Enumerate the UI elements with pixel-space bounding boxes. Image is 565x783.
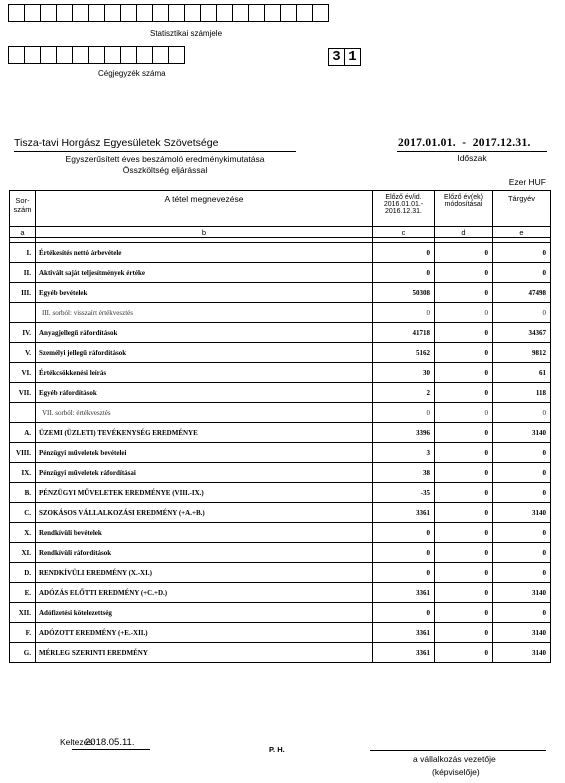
row-label: MÉRLEG SZERINTI EREDMÉNY [36, 643, 373, 663]
statistical-number-box [248, 4, 265, 22]
row-number: E. [10, 583, 36, 603]
adjustment-value: 0 [435, 443, 493, 463]
statistical-number-box [72, 4, 89, 22]
prev-year-value: 3361 [373, 503, 435, 523]
company-registry-box [152, 46, 169, 64]
statistical-number-box [8, 4, 25, 22]
adjustment-value: 0 [435, 283, 493, 303]
form-code-box: 1 [344, 48, 361, 66]
table-row [10, 583, 551, 603]
row-number: V. [10, 343, 36, 363]
currency-unit: Ezer HUF [508, 177, 546, 187]
statistical-number-box [280, 4, 297, 22]
row-label: ADÓZÁS ELŐTTI EREDMÉNY (+C.+D.) [36, 583, 373, 603]
current-year-value: 0 [493, 403, 551, 423]
row-number: VII. [10, 383, 36, 403]
table-row [10, 543, 551, 563]
statistical-number-box [88, 4, 105, 22]
column-letter: e [493, 227, 551, 238]
statistical-number-box [152, 4, 169, 22]
adjustment-value: 0 [435, 363, 493, 383]
statistical-number-box [264, 4, 281, 22]
row-label: Személyi jellegű ráfordítások [36, 343, 373, 363]
row-label: Rendkívüli ráfordítások [36, 543, 373, 563]
row-label: Rendkívüli bevételek [36, 523, 373, 543]
statistical-number-box [40, 4, 57, 22]
row-label: Pénzügyi műveletek bevételei [36, 443, 373, 463]
table-row [10, 243, 551, 263]
current-year-value: 0 [493, 303, 551, 323]
row-number: G. [10, 643, 36, 663]
prev-year-value: 0 [373, 563, 435, 583]
statistical-number-boxes [8, 4, 328, 22]
adjustment-value: 0 [435, 563, 493, 583]
table-row [10, 623, 551, 643]
statistical-number-box [184, 4, 201, 22]
row-label: Adófizetési kötelezettség [36, 603, 373, 623]
company-registry-box [8, 46, 25, 64]
statistical-number-box [24, 4, 41, 22]
adjustment-value: 0 [435, 583, 493, 603]
adjustment-value: 0 [435, 483, 493, 503]
row-label: ÜZEMI (ÜZLETI) TEVÉKENYSÉG EREDMÉNYE [36, 423, 373, 443]
report-title: Egyszerűsített éves beszámoló eredménykimutatása [65, 154, 265, 164]
prev-year-value: 3361 [373, 643, 435, 663]
company-registry-label: Cégjegyzék száma [98, 69, 166, 78]
current-year-value: 34367 [493, 323, 551, 343]
row-label: PÉNZÜGYI MŰVELETEK EREDMÉNYE (VIII.-IX.) [36, 483, 373, 503]
statistical-number-box [168, 4, 185, 22]
row-number: D. [10, 563, 36, 583]
column-letter: d [435, 227, 493, 238]
adjustment-value: 0 [435, 323, 493, 343]
prev-year-value: 3361 [373, 623, 435, 643]
row-number [10, 303, 36, 323]
prev-year-value: 0 [373, 523, 435, 543]
current-year-value: 9812 [493, 343, 551, 363]
signature-line [370, 750, 546, 751]
company-registry-box [24, 46, 41, 64]
company-registry-box [136, 46, 153, 64]
company-registry-boxes [8, 46, 184, 64]
statistical-number-box [56, 4, 73, 22]
table-row [10, 403, 551, 423]
prev-year-value: 0 [373, 603, 435, 623]
row-number: XII. [10, 603, 36, 623]
statistical-number-box [200, 4, 217, 22]
row-number: VIII. [10, 443, 36, 463]
current-year-value: 3140 [493, 623, 551, 643]
prev-year-value: 0 [373, 543, 435, 563]
adjustment-value: 0 [435, 603, 493, 623]
adjustment-value: 0 [435, 243, 493, 263]
current-year-value: 3140 [493, 583, 551, 603]
adjustment-value: 0 [435, 383, 493, 403]
company-registry-box [56, 46, 73, 64]
date-value: 2018.05.11. [85, 737, 135, 748]
table-row [10, 643, 551, 663]
prev-year-value: 0 [373, 263, 435, 283]
period-label: Időszak [457, 153, 487, 163]
prev-year-value: 41718 [373, 323, 435, 343]
row-number: B. [10, 483, 36, 503]
table-row [10, 463, 551, 483]
row-number: F. [10, 623, 36, 643]
statistical-number-box [120, 4, 137, 22]
adjustment-value: 0 [435, 303, 493, 323]
prev-year-value: 50308 [373, 283, 435, 303]
organization-underline [14, 151, 296, 152]
table-row [10, 323, 551, 343]
income-statement-table [9, 190, 551, 663]
current-year-value: 0 [493, 463, 551, 483]
prev-year-value: 0 [373, 243, 435, 263]
row-label: III. sorból: visszaírt értékvesztés [36, 303, 373, 323]
current-year-value: 0 [493, 603, 551, 623]
row-number: C. [10, 503, 36, 523]
adjustment-value: 0 [435, 643, 493, 663]
adjustment-value: 0 [435, 403, 493, 423]
current-year-value: 0 [493, 443, 551, 463]
row-label: RENDKÍVÜLI EREDMÉNY (X.-XI.) [36, 563, 373, 583]
prev-year-value: 0 [373, 303, 435, 323]
prev-year-value: 30 [373, 363, 435, 383]
stamp-placeholder: P. H. [269, 745, 285, 754]
row-number: XI. [10, 543, 36, 563]
current-year-value: 0 [493, 543, 551, 563]
table-row [10, 443, 551, 463]
current-year-value: 61 [493, 363, 551, 383]
statistical-number-box [216, 4, 233, 22]
row-label: Aktivált saját teljesítmények értéke [36, 263, 373, 283]
row-number [10, 403, 36, 423]
header-prev-year: Előző év/id. 2016.01.01.- 2016.12.31. [373, 191, 435, 227]
table-row [10, 503, 551, 523]
table-row [10, 343, 551, 363]
column-letter: a [10, 227, 36, 238]
prev-year-value: 3361 [373, 583, 435, 603]
row-label: Egyéb ráfordítások [36, 383, 373, 403]
adjustment-value: 0 [435, 343, 493, 363]
row-number: II. [10, 263, 36, 283]
row-label: VII. sorból: értékvesztés [36, 403, 373, 423]
prev-year-value: 3396 [373, 423, 435, 443]
column-letter: b [36, 227, 373, 238]
table-row [10, 523, 551, 543]
company-registry-box [168, 46, 185, 64]
row-number: III. [10, 283, 36, 303]
row-number: I. [10, 243, 36, 263]
adjustment-value: 0 [435, 423, 493, 443]
date-label: Keltezés: [60, 737, 95, 747]
row-number: IX. [10, 463, 36, 483]
prev-year-value: 0 [373, 403, 435, 423]
row-number: VI. [10, 363, 36, 383]
prev-year-value: 3 [373, 443, 435, 463]
table-row [10, 303, 551, 323]
row-number: X. [10, 523, 36, 543]
prev-year-value: 38 [373, 463, 435, 483]
prev-year-value: -35 [373, 483, 435, 503]
row-label: Pénzügyi műveletek ráfordításai [36, 463, 373, 483]
header-name: A tétel megnevezése [36, 191, 373, 227]
statistical-number-box [312, 4, 329, 22]
current-year-value: 0 [493, 243, 551, 263]
current-year-value: 3140 [493, 643, 551, 663]
table-row [10, 603, 551, 623]
table-row [10, 263, 551, 283]
column-letter-row [10, 227, 551, 238]
organization-name: Tisza-tavi Horgász Egyesületek Szövetsége [14, 137, 219, 149]
statistical-number-label: Statisztikai számjele [150, 29, 223, 38]
adjustment-value: 0 [435, 503, 493, 523]
header-current-year: Tárgyév [493, 191, 551, 227]
period-underline [397, 151, 547, 152]
adjustment-value: 0 [435, 263, 493, 283]
prev-year-value: 5162 [373, 343, 435, 363]
current-year-value: 118 [493, 383, 551, 403]
form-code-boxes [328, 48, 360, 66]
statistical-number-box [296, 4, 313, 22]
current-year-value: 0 [493, 563, 551, 583]
company-registry-box [104, 46, 121, 64]
adjustment-value: 0 [435, 543, 493, 563]
row-label: ADÓZOTT EREDMÉNY (+E.-XII.) [36, 623, 373, 643]
table-row [10, 383, 551, 403]
company-registry-box [72, 46, 89, 64]
current-year-value: 47498 [493, 283, 551, 303]
row-number: IV. [10, 323, 36, 343]
company-registry-box [40, 46, 57, 64]
statistical-number-box [104, 4, 121, 22]
column-letter: c [373, 227, 435, 238]
table-row [10, 363, 551, 383]
current-year-value: 3140 [493, 503, 551, 523]
statistical-number-box [136, 4, 153, 22]
row-number: A. [10, 423, 36, 443]
row-label: SZOKÁSOS VÁLLALKOZÁSI EREDMÉNY (+A.+B.) [36, 503, 373, 523]
row-label: Egyéb bevételek [36, 283, 373, 303]
row-label: Anyagjellegű ráfordítások [36, 323, 373, 343]
row-label: Értékcsökkenési leírás [36, 363, 373, 383]
table-header-row [10, 191, 551, 227]
current-year-value: 0 [493, 483, 551, 503]
signature-subtitle: (képviselője) [432, 767, 480, 777]
adjustment-value: 0 [435, 623, 493, 643]
table-row [10, 483, 551, 503]
statistical-number-box [232, 4, 249, 22]
form-code-box: 3 [328, 48, 345, 66]
adjustment-value: 0 [435, 463, 493, 483]
current-year-value: 3140 [493, 423, 551, 443]
table-row [10, 563, 551, 583]
report-period: 2017.01.01. - 2017.12.31. [398, 137, 531, 149]
header-adjustments: Előző év(ek) módosításai [435, 191, 493, 227]
company-registry-box [120, 46, 137, 64]
row-label: Értékesítés nettó árbevétele [36, 243, 373, 263]
table-row [10, 423, 551, 443]
adjustment-value: 0 [435, 523, 493, 543]
current-year-value: 0 [493, 263, 551, 283]
company-registry-box [88, 46, 105, 64]
prev-year-value: 2 [373, 383, 435, 403]
report-method: Összköltség eljárással [122, 165, 208, 175]
header-seq: Sor- szám [10, 191, 36, 227]
signature-title: a vállalkozás vezetője [413, 754, 496, 764]
date-underline [72, 749, 150, 750]
current-year-value: 0 [493, 523, 551, 543]
table-row [10, 283, 551, 303]
